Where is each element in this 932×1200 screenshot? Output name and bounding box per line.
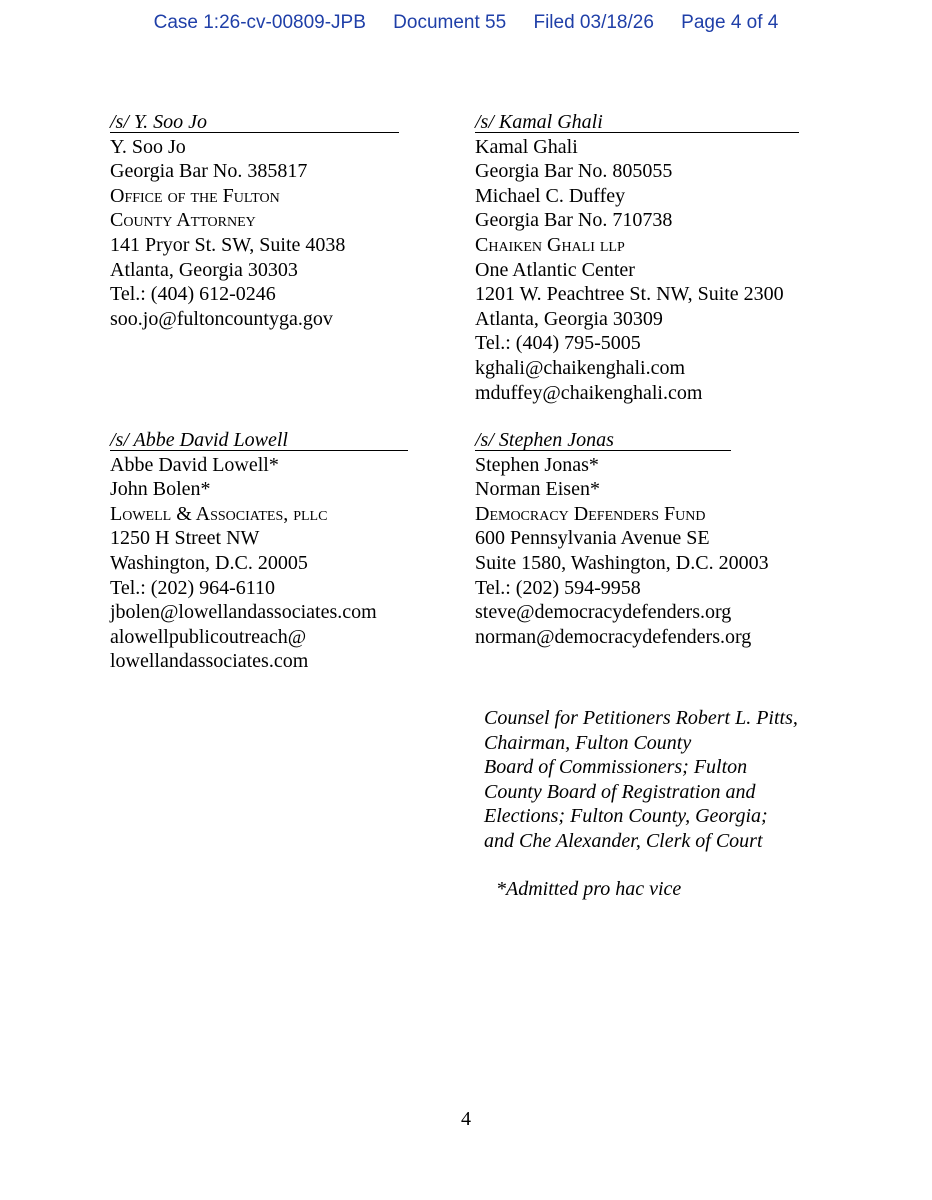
signature-block-jonas <box>475 428 769 649</box>
attorney-name: Kamal Ghali <box>475 135 578 158</box>
page-number: 4 <box>461 1108 471 1130</box>
counsel-line: Counsel for Petitioners Robert L. Pitts, <box>484 707 798 729</box>
case-header <box>0 12 932 34</box>
counsel-line: Board of Commissioners; Fulton <box>484 756 748 779</box>
email: jbolen@lowellandassociates.com <box>110 601 377 624</box>
signature-line: /s/ Stephen Jonas <box>475 428 731 451</box>
counsel-line: and Che Alexander, Clerk of Court <box>484 829 763 852</box>
email: mduffey@chaikenghali.com <box>475 381 703 404</box>
counsel-line: Chairman, Fulton County <box>484 731 692 754</box>
attorney-name: John Bolen* <box>110 478 211 501</box>
attorney-name: Y. Soo Jo <box>110 135 186 158</box>
address-line: Washington, D.C. 20005 <box>110 551 308 574</box>
signature-line: /s/ Y. Soo Jo <box>110 110 399 133</box>
bar-number: Georgia Bar No. 385817 <box>110 160 308 183</box>
address-line: Atlanta, Georgia 30303 <box>110 258 298 281</box>
counsel-line: County Board of Registration and <box>484 780 756 803</box>
firm-name: Chaiken Ghali llp <box>475 233 625 256</box>
address-line: Atlanta, Georgia 30309 <box>475 307 663 330</box>
telephone: Tel.: (404) 795-5005 <box>475 332 641 355</box>
attorney-name: Stephen Jonas* <box>475 453 599 476</box>
counsel-designation <box>484 706 798 854</box>
bar-number: Georgia Bar No. 710738 <box>475 209 673 232</box>
signature-line: /s/ Kamal Ghali <box>475 110 799 133</box>
counsel-line: Elections; Fulton County, Georgia; <box>484 805 768 828</box>
attorney-name: Michael C. Duffey <box>475 184 626 207</box>
filed-date: Filed 03/18/26 <box>533 12 654 33</box>
signature-line: /s/ Abbe David Lowell <box>110 428 408 451</box>
bar-number: Georgia Bar No. 805055 <box>475 160 673 183</box>
telephone: Tel.: (404) 612-0246 <box>110 283 276 306</box>
address-line: 600 Pennsylvania Avenue SE <box>475 527 710 550</box>
firm-name: Democracy Defenders Fund <box>475 502 706 525</box>
firm-name: Lowell & Associates, pllc <box>110 502 328 525</box>
signature-block-jo <box>110 110 399 331</box>
address-line: One Atlantic Center <box>475 258 635 281</box>
telephone: Tel.: (202) 594-9958 <box>475 576 641 599</box>
email: steve@democracydefenders.org <box>475 601 732 624</box>
email: lowellandassociates.com <box>110 650 309 673</box>
email: kghali@chaikenghali.com <box>475 356 686 379</box>
case-number: Case 1:26-cv-00809-JPB <box>153 12 366 33</box>
address-line: 1201 W. Peachtree St. NW, Suite 2300 <box>475 283 784 306</box>
page-count: Page 4 of 4 <box>681 12 779 33</box>
attorney-name: Norman Eisen* <box>475 478 600 501</box>
address-line: 1250 H Street NW <box>110 527 260 550</box>
signature-block-ghali <box>475 110 799 405</box>
email: norman@democracydefenders.org <box>475 625 752 648</box>
document-number: Document 55 <box>393 12 507 33</box>
signature-block-lowell <box>110 428 408 674</box>
address-line: Suite 1580, Washington, D.C. 20003 <box>475 551 769 574</box>
address-line: 141 Pryor St. SW, Suite 4038 <box>110 233 346 256</box>
office-name-line1: Office of the Fulton <box>110 184 280 207</box>
telephone: Tel.: (202) 964-6110 <box>110 576 276 599</box>
office-name-line2: County Attorney <box>110 209 256 232</box>
pro-hac-vice-note: *Admitted pro hac vice <box>496 878 682 900</box>
email: soo.jo@fultoncountyga.gov <box>110 307 333 330</box>
email: alowellpublicoutreach@ <box>110 625 307 648</box>
attorney-name: Abbe David Lowell* <box>110 453 279 476</box>
